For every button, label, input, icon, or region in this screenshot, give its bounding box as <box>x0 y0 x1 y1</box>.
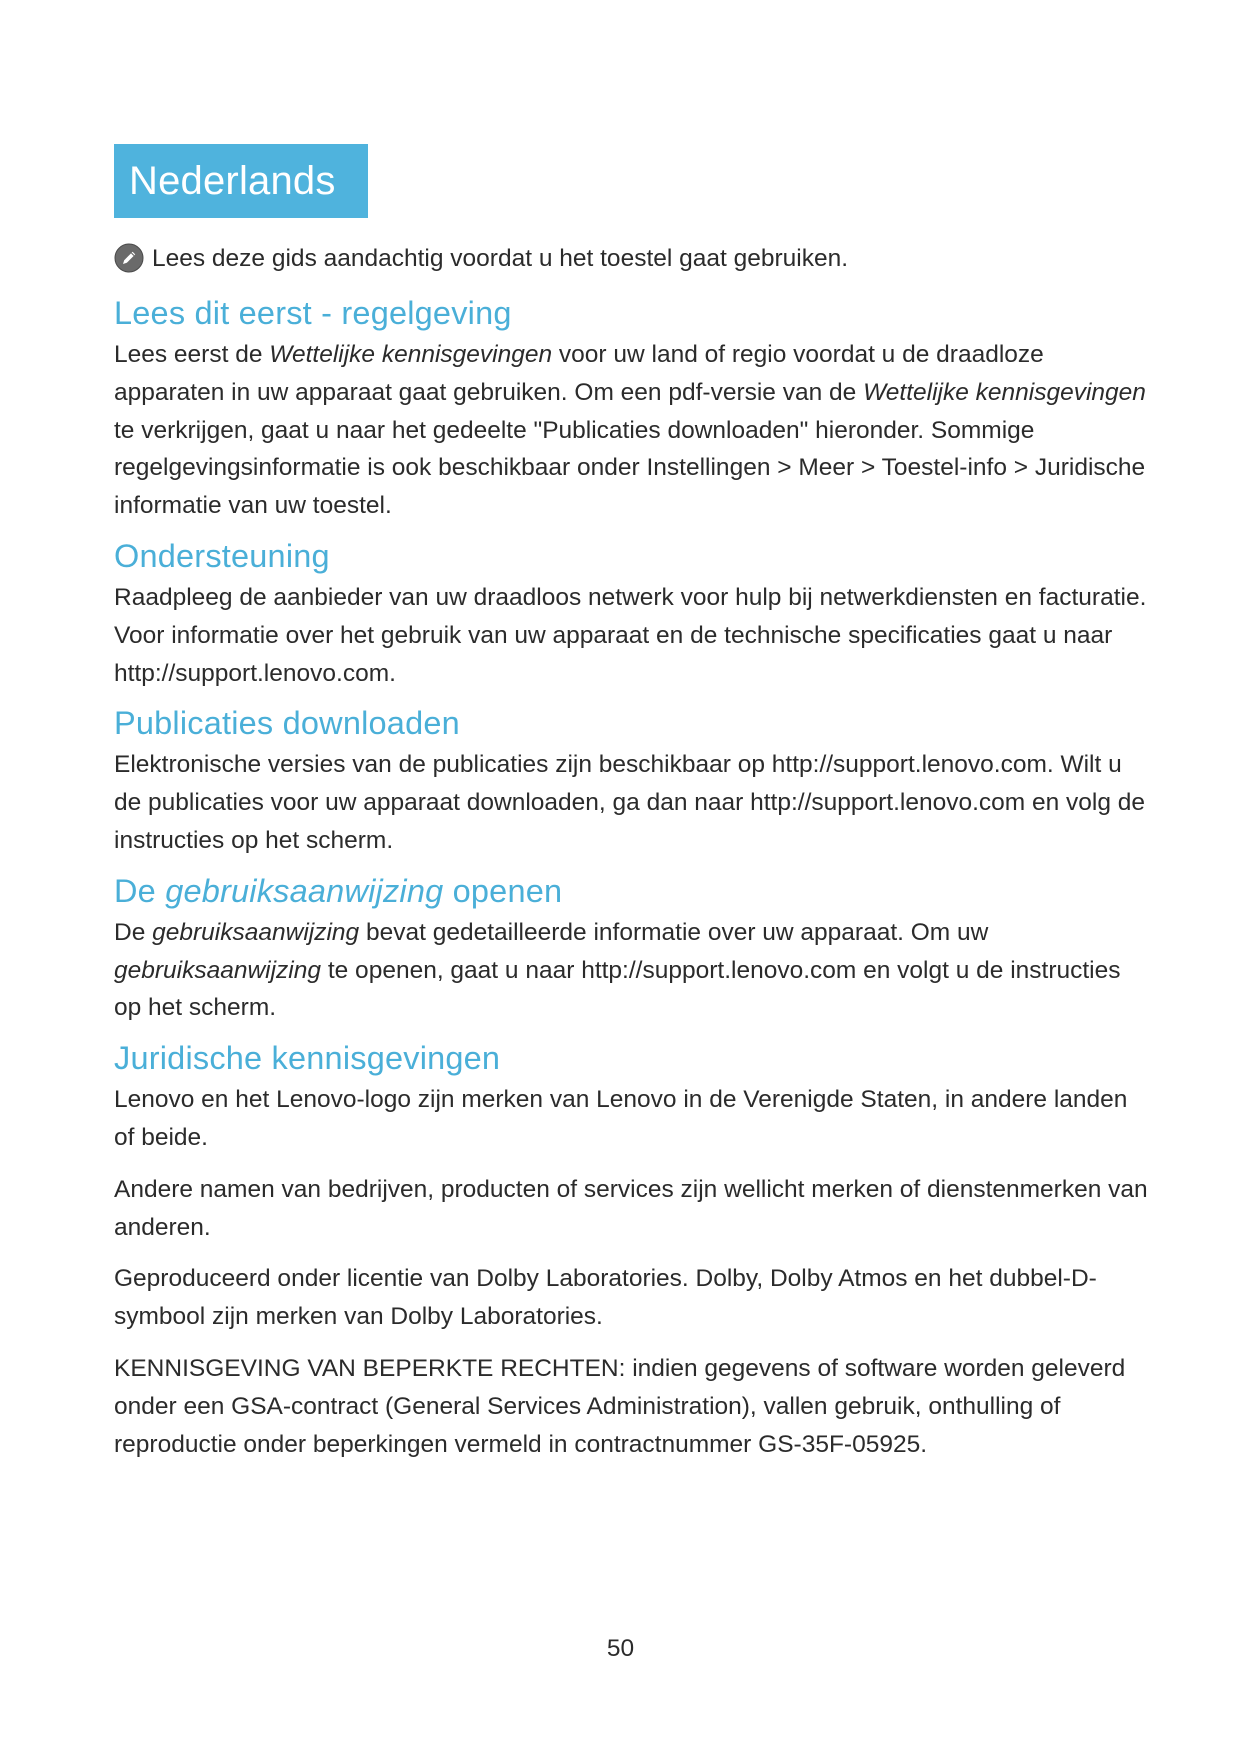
language-banner: Nederlands <box>114 144 368 218</box>
section-legal <box>114 1037 1149 1463</box>
section-heading: Ondersteuning <box>114 537 330 574</box>
heading-text-run: openen <box>443 872 563 909</box>
section-heading <box>114 870 1149 912</box>
intro-note <box>114 242 848 276</box>
content-body <box>114 292 1149 1473</box>
intro-note-text: Lees deze gids aandachtig voordat u het toestel gaat gebruiken. <box>152 245 849 272</box>
text-run: De <box>114 918 153 946</box>
section-downloads <box>114 702 1149 859</box>
section-heading: Juridische kennisgevingen <box>114 1040 501 1077</box>
section-heading: Lees dit eerst - regelgeving <box>114 295 512 331</box>
section-paragraph: Andere namen van bedrijven, producten of services zijn wellicht merken of dienstenmerken van anderen. <box>114 1175 1148 1241</box>
section-paragraph <box>114 914 1149 1027</box>
pencil-note-icon <box>114 243 144 273</box>
section-regulatory <box>114 292 1149 525</box>
text-run: te openen, gaat u naar http://support.lenovo.com en volgt u de instructies op het scherm. <box>114 956 1121 1022</box>
section-paragraph: KENNISGEVING VAN BEPERKTE RECHTEN: indien gegevens of software worden geleverd onder een GSA-contract (General Services Administration), vallen gebruik, onthulling of reproductie onder beperkingen vermeld in contractnummer GS-35F-05925. <box>114 1354 1126 1458</box>
section-user-guide <box>114 870 1149 1027</box>
italic-text-run: Wettelijke kennisgevingen <box>269 341 553 368</box>
italic-text-run: gebruiksaanwijzing <box>114 956 322 984</box>
section-support <box>114 535 1149 692</box>
italic-text-run: Wettelijke kennisgevingen <box>863 378 1146 406</box>
italic-text-run: gebruiksaanwijzing <box>152 918 360 946</box>
heading-italic-run: gebruiksaanwijzing <box>165 872 444 909</box>
section-paragraph: Elektronische versies van de publicaties zijn beschikbaar op http://support.lenovo.com. Wilt u de publicaties voor uw apparaat downloaden, ga dan naar http://support.lenovo.com en volg de instructies op het scherm. <box>114 751 1146 854</box>
heading-text-run: De <box>114 872 166 909</box>
section-paragraph: Geproduceerd onder licentie van Dolby Laboratories. Dolby, Dolby Atmos en het dubbel-D-symbool zijn merken van Dolby Laboratories. <box>114 1265 1097 1331</box>
page-number: 50 <box>606 1635 635 1662</box>
section-heading: Publicaties downloaden <box>114 705 460 742</box>
text-run: bevat gedetailleerde informatie over uw apparaat. Om uw <box>359 918 989 946</box>
section-paragraph: Lenovo en het Lenovo-logo zijn merken van Lenovo in de Verenigde Staten, in andere landen of beide. <box>114 1086 1128 1151</box>
section-paragraph <box>114 336 1149 525</box>
text-run: te verkrijgen, gaat u naar het gedeelte "Publicaties downloaden" hieronder. Sommige regelgevingsinformatie is ook beschikbaar onder Instellingen > Meer > Toestel-info > Juridische informatie van uw toestel. <box>114 416 1146 520</box>
section-paragraph: Raadpleeg de aanbieder van uw draadloos netwerk voor hulp bij netwerkdiensten en facturatie. Voor informatie over het gebruik van uw apparaat en de technische specificaties gaat u naar http://support.lenovo.com. <box>114 583 1147 687</box>
text-run: voor uw land of regio voordat u de draadloze apparaten in uw apparaat gaat gebruiken. Om een pdf-versie van de <box>114 341 1044 406</box>
text-run: Lees eerst de <box>114 341 270 368</box>
